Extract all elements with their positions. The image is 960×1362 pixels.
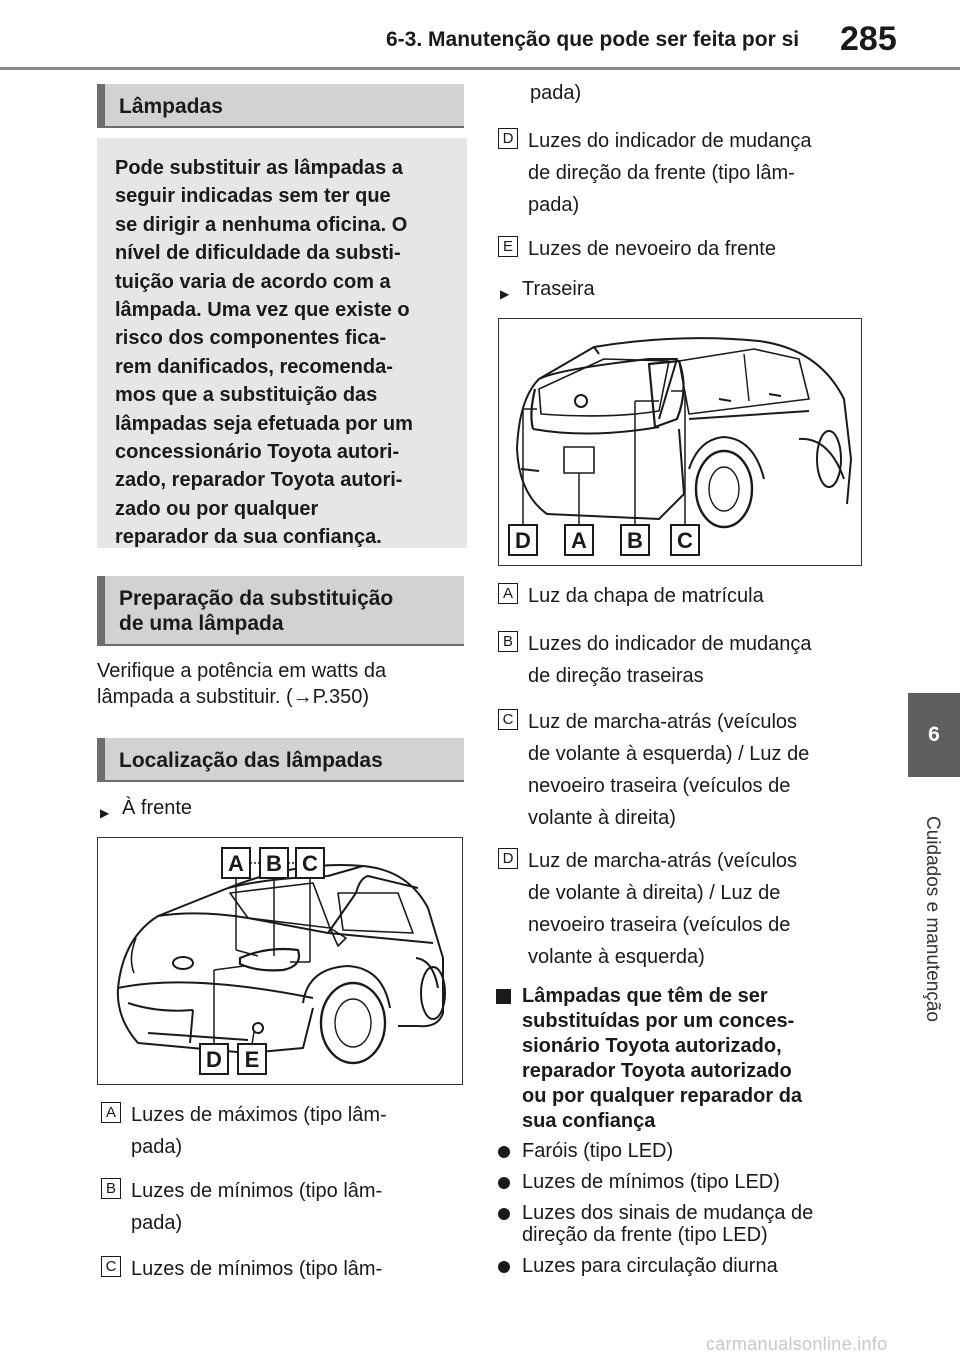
- intro-line: zado ou por qualquer: [115, 497, 319, 520]
- front-label-e: E: [244, 1047, 260, 1072]
- item-letter-box: C: [498, 709, 518, 730]
- chapter-side-label: [912, 790, 952, 1040]
- front-car-illustration: [98, 838, 462, 1084]
- item-line: Luzes de nevoeiro da frente: [528, 238, 776, 260]
- dealer-heading-line: substituídas por um conces-: [522, 1010, 795, 1032]
- item-line: de direção da frente (tipo lâm-: [528, 162, 795, 184]
- watermark: carmanualsonline.info: [706, 1334, 888, 1354]
- dealer-list-item: [522, 1255, 862, 1277]
- item-line: pada): [131, 1136, 183, 1158]
- item-letter-box: B: [498, 631, 518, 652]
- localizacao-heading-text: Localização das lâmpadas: [119, 749, 383, 772]
- dealer-item-line: Luzes para circulação diurna: [522, 1255, 778, 1277]
- intro-line: concessionário Toyota autori-: [115, 441, 400, 464]
- front-label-c: C: [302, 851, 318, 876]
- front-label-d: D: [206, 1047, 222, 1072]
- preparacao-heading-line: de uma lâmpada: [119, 612, 284, 636]
- rear-label-d: D: [515, 528, 531, 553]
- dealer-list-item: [522, 1202, 862, 1246]
- rear-label-c: C: [677, 528, 693, 553]
- intro-line: Pode substituir as lâmpadas a: [115, 157, 403, 179]
- intro-line: risco dos componentes fica-: [115, 327, 387, 350]
- item-line: de direção traseiras: [528, 665, 704, 687]
- section-header-title: 6-3. Manutenção que pode ser feita por si: [386, 28, 800, 51]
- dealer-list-item: [522, 1140, 862, 1162]
- preparacao-body-line: Verifique a potência em watts da: [97, 660, 387, 682]
- item-letter-box: A: [498, 583, 518, 604]
- intro-line: tuição varia de acordo com a: [115, 270, 391, 293]
- item-line: Luz de marcha-atrás (veículos: [528, 711, 798, 733]
- intro-box: [97, 138, 467, 548]
- intro-line: lâmpada. Uma vez que existe o: [115, 299, 410, 322]
- chapter-tab[interactable]: 6: [908, 693, 960, 777]
- intro-line: lâmpadas seja efetuada por um: [115, 412, 413, 435]
- item-letter-box: E: [498, 236, 518, 257]
- intro-line: mos que a substituição das: [115, 384, 378, 407]
- front-car-figure: [97, 837, 463, 1085]
- preparacao-heading: [97, 576, 464, 646]
- lampadas-heading-text: Lâmpadas: [119, 95, 223, 118]
- item-letter-box: D: [498, 848, 518, 869]
- item-line: pada): [131, 1212, 183, 1234]
- localizacao-heading: [97, 738, 464, 782]
- intro-line: nível de dificuldade da substi-: [115, 242, 401, 265]
- rear-label: ▶ Traseira: [522, 276, 595, 302]
- header-rule: [0, 67, 960, 70]
- intro-line: seguir indicadas sem ter que: [115, 185, 391, 208]
- item-letter-box: B: [101, 1178, 121, 1199]
- front-label: ▶ À frente: [122, 795, 192, 821]
- item-line: de volante à esquerda) / Luz de: [528, 743, 810, 765]
- dealer-heading-line: sionário Toyota autorizado,: [522, 1035, 782, 1057]
- square-bullet-icon: [496, 989, 511, 1004]
- item-line: Luzes de mínimos (tipo lâm-: [131, 1180, 383, 1202]
- item-letter-box: C: [101, 1256, 121, 1277]
- preparacao-body-line[interactable]: lâmpada a substituir. (→P.350): [97, 686, 370, 708]
- dealer-item-line: Luzes dos sinais de mudança de: [522, 1202, 814, 1224]
- item-line: de volante à direita) / Luz de: [528, 882, 781, 904]
- intro-line: se dirigir a nenhuma oficina. O: [115, 213, 408, 236]
- dealer-heading-line: reparador Toyota autorizado: [522, 1060, 792, 1082]
- item-line: Luzes do indicador de mudança: [528, 130, 812, 152]
- item-line: pada): [528, 194, 580, 216]
- chapter-label-text: Cuidados e manutenção: [922, 816, 943, 1022]
- rear-label-b: B: [627, 528, 643, 553]
- rear-car-illustration: [499, 319, 861, 565]
- dealer-item-line: Luzes de mínimos (tipo LED): [522, 1171, 780, 1193]
- dealer-heading-line: ou por qualquer reparador da: [522, 1085, 803, 1107]
- item-letter-box: A: [101, 1102, 121, 1123]
- rear-label-a: A: [571, 528, 587, 553]
- item-line: Luzes de mínimos (tipo lâm-: [131, 1258, 383, 1280]
- item-line: volante à esquerda): [528, 946, 705, 968]
- front-label-a: A: [228, 851, 244, 876]
- intro-line: zado, reparador Toyota autori-: [115, 469, 403, 492]
- dealer-heading-line: Lâmpadas que têm de ser: [522, 985, 768, 1007]
- item-line: Luz da chapa de matrícula: [528, 585, 764, 607]
- dealer-heading: [522, 984, 862, 1134]
- item-line: volante à direita): [528, 807, 676, 829]
- preparacao-body: [97, 658, 457, 710]
- dealer-item-line: Faróis (tipo LED): [522, 1140, 674, 1162]
- dealer-list-item: [522, 1171, 862, 1193]
- intro-line: rem danificados, recomenda-: [115, 355, 393, 378]
- item-line: nevoeiro traseira (veículos de: [528, 914, 791, 936]
- lampadas-heading: [97, 84, 464, 128]
- dealer-item-line: direção da frente (tipo LED): [522, 1224, 768, 1246]
- rear-car-figure: [498, 318, 862, 566]
- dealer-heading-line: sua confiança: [522, 1110, 656, 1132]
- item-letter-box: D: [498, 128, 518, 149]
- item-line: Luz de marcha-atrás (veículos: [528, 850, 798, 872]
- intro-line: reparador da sua confiança.: [115, 526, 382, 549]
- item-line: Luzes de máximos (tipo lâm-: [131, 1104, 387, 1126]
- preparacao-heading-line: Preparação da substituição: [119, 587, 394, 610]
- item-line: Luzes do indicador de mudança: [528, 633, 812, 655]
- front-label-b: B: [266, 851, 282, 876]
- page-number: 285: [840, 20, 897, 58]
- front-item-c-continuation: pada): [530, 82, 582, 104]
- item-line: nevoeiro traseira (veículos de: [528, 775, 791, 797]
